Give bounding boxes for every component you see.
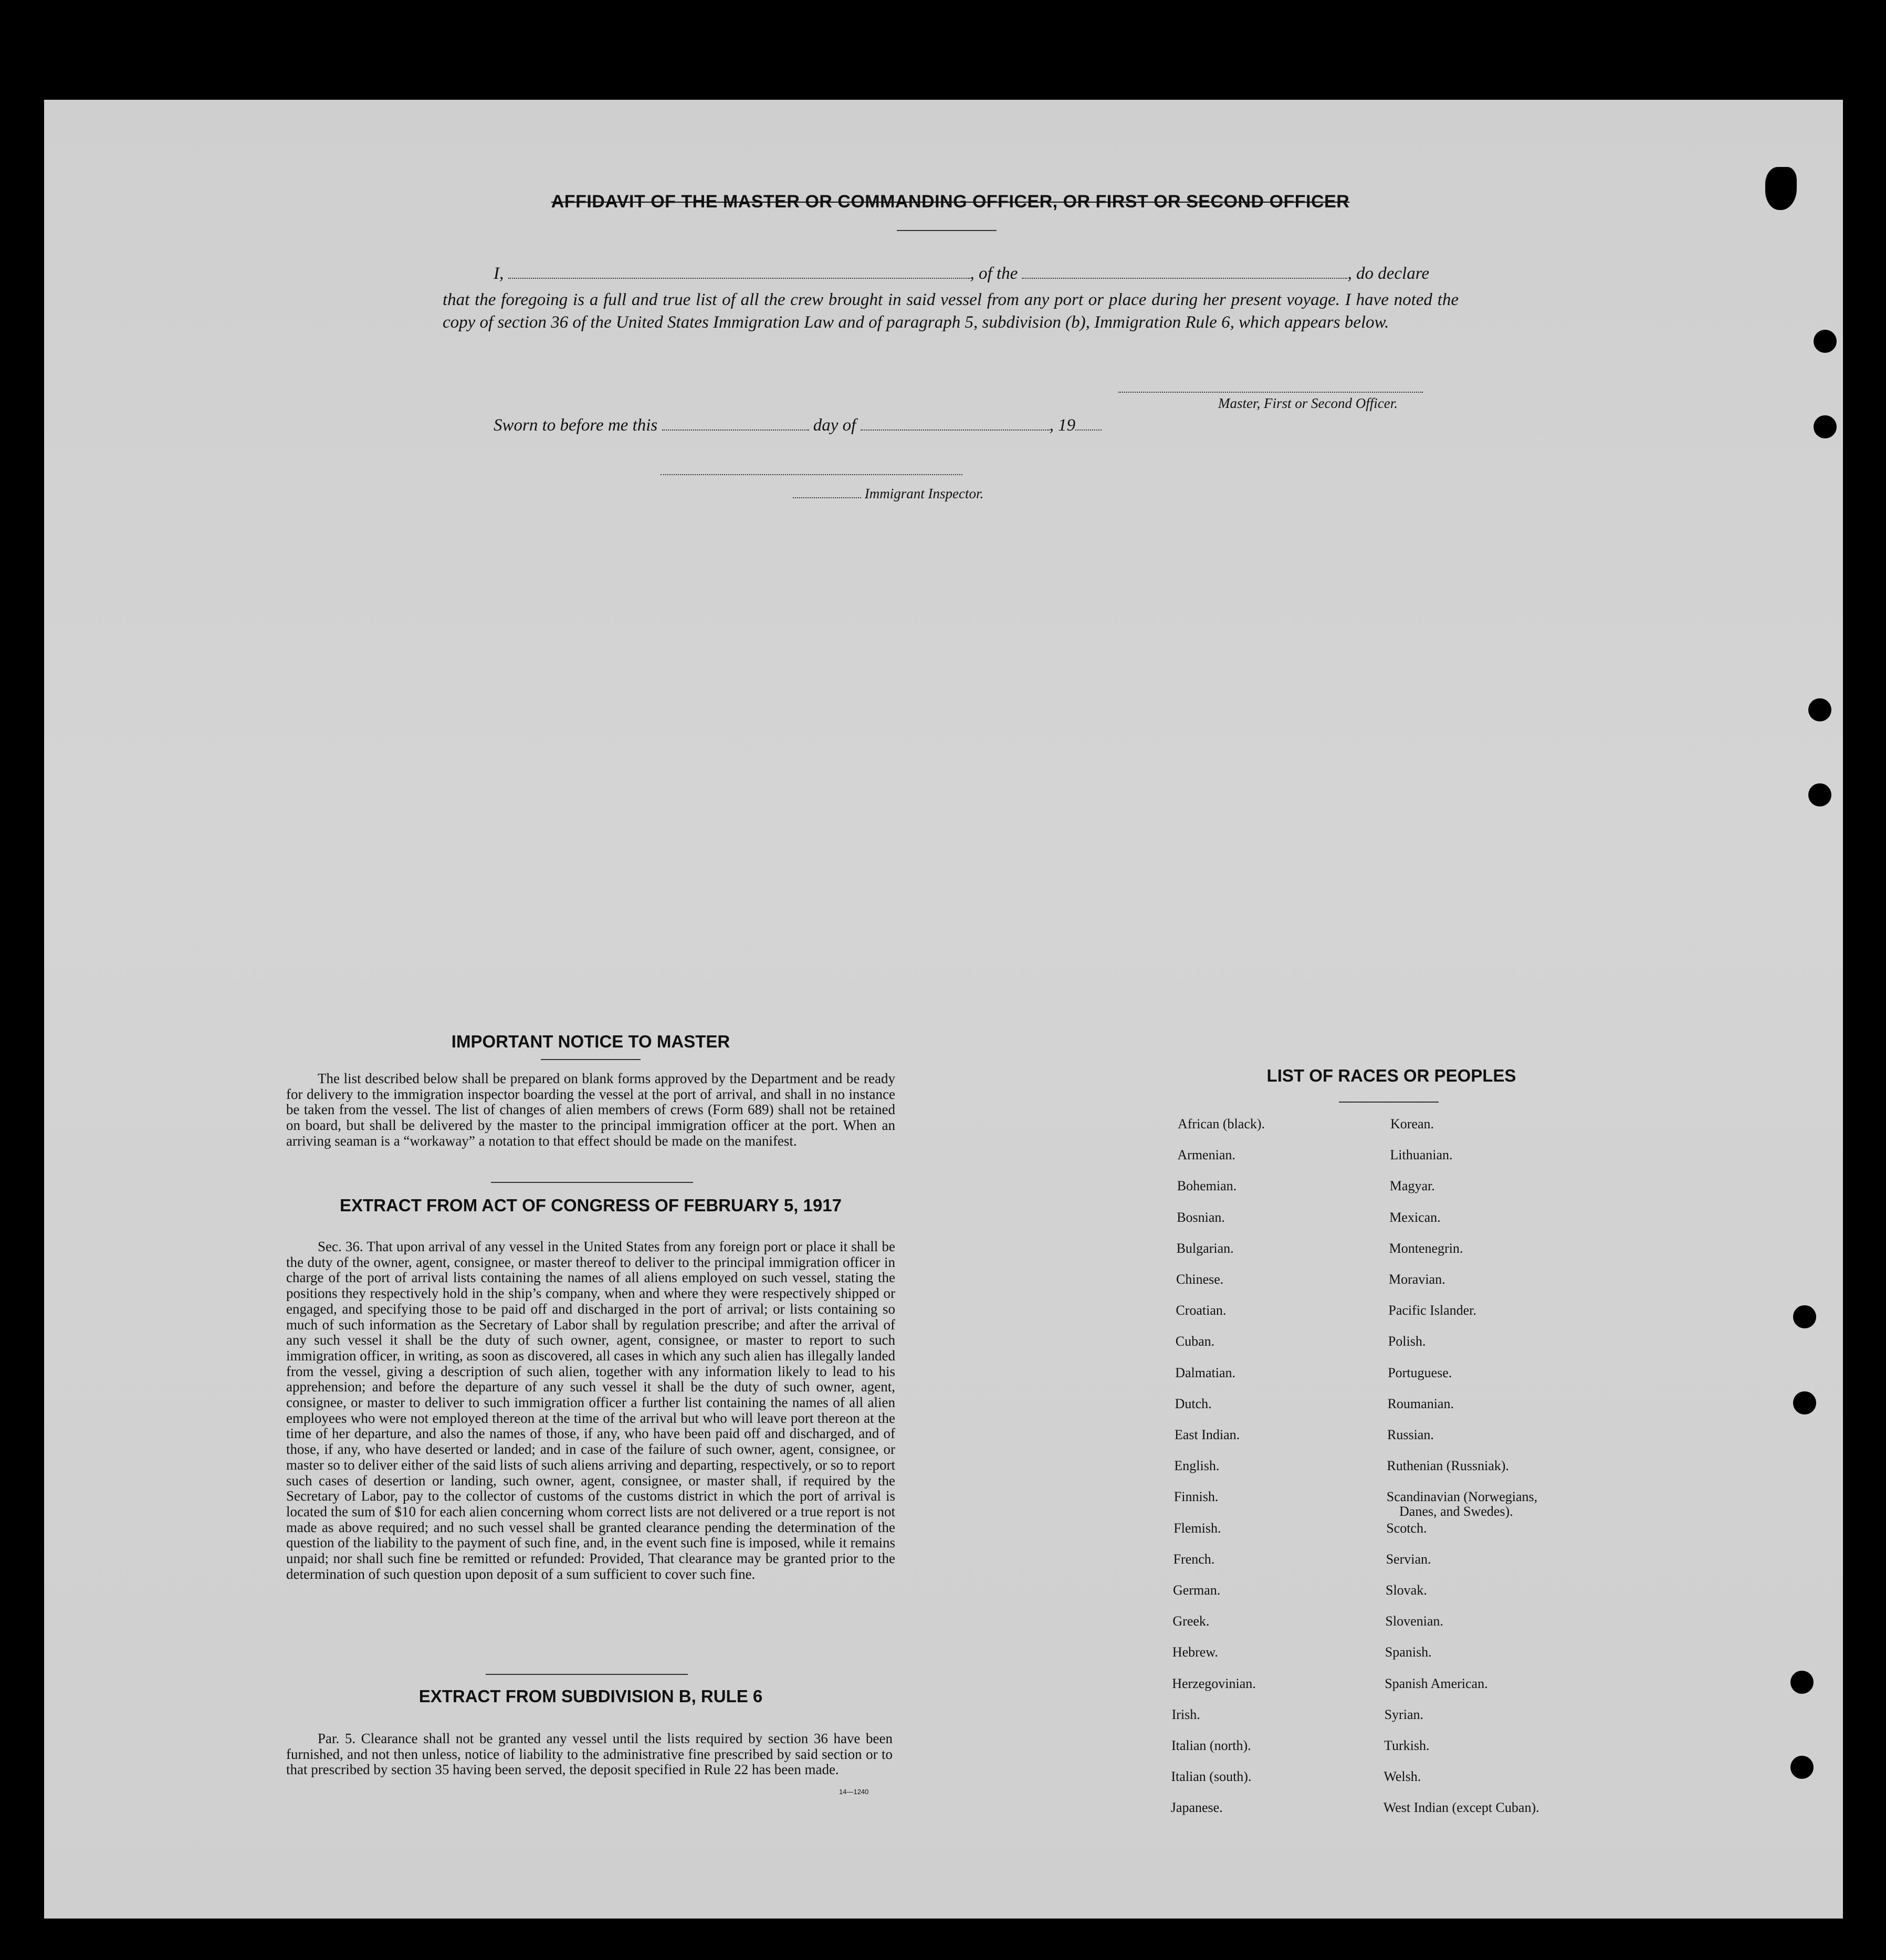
signature-label: Master, First or Second Officer. [1218, 395, 1398, 411]
binder-hole [1814, 415, 1837, 438]
race-item: Welsh. [1384, 1769, 1421, 1785]
notice-text: The list described below shall be prepared on blank forms approved by the Department and be ready for delivery to the immigration inspector boarding the vessel at the port of arrival, and shall in no instance be taken from the vessel. The list of changes of alien members of crews (Form 689) shall not be retained on board, but shall be delivered by the master to the principal immigration officer at the port. When an arriving seaman is a “workaway” a notation to that effect should be made on the manifest. [286, 1071, 895, 1149]
race-item: Flemish. [1173, 1520, 1221, 1536]
binder-hole [1808, 698, 1831, 721]
signature-line[interactable] [1118, 392, 1423, 393]
sworn-year-blank[interactable] [1075, 429, 1102, 431]
race-item: Bosnian. [1177, 1209, 1225, 1225]
races-title: LIST OF RACES OR PEOPLES [1266, 1066, 1516, 1085]
declarant-name-blank[interactable] [508, 277, 970, 279]
of-the-label: , of the [970, 264, 1018, 283]
binder-hole [1790, 1671, 1814, 1694]
race-item: Servian. [1386, 1551, 1431, 1567]
races-title-rule [1339, 1102, 1439, 1103]
race-item: Mexican. [1389, 1209, 1441, 1225]
binder-hole [1808, 783, 1831, 806]
section-rule [491, 1182, 693, 1183]
race-item: Irish. [1171, 1706, 1200, 1722]
race-item: French. [1173, 1551, 1215, 1567]
race-item: Polish. [1388, 1334, 1426, 1349]
inspector-line [793, 486, 983, 502]
race-item: West Indian (except Cuban). [1383, 1800, 1539, 1816]
race-item: Korean. [1390, 1116, 1434, 1131]
race-item: Dalmatian. [1175, 1365, 1235, 1380]
affidavit-declaration-line [494, 264, 1459, 284]
race-item: Italian (north). [1171, 1738, 1251, 1753]
binder-hole [1790, 1756, 1814, 1779]
race-item: Finnish. [1173, 1489, 1219, 1505]
race-item: Cuban. [1175, 1334, 1215, 1349]
ink-blot [1765, 167, 1797, 210]
race-item: Ruthenian (Russniak). [1387, 1458, 1509, 1474]
race-item: Armenian. [1177, 1147, 1235, 1163]
race-item: Portuguese. [1388, 1365, 1452, 1380]
inspector-label: Immigrant Inspector. [864, 486, 984, 501]
rule-extract-text: Par. 5. Clearance shall not be granted any vessel until the lists required by section 36 have been furnished, and not then unless, notice of liability to the administrative fine prescribed by said section or to that prescribed by section 35 having been served, the deposit specified in Rule 22 has been made. [286, 1731, 893, 1778]
race-item: African (black). [1178, 1116, 1265, 1131]
affidavit-title: AFFIDAVIT OF THE MASTER OR COMMANDING OFFICER, OR FIRST OR SECOND OFFICER [551, 192, 1350, 212]
race-item: Danes, and Swedes). [1399, 1504, 1513, 1519]
race-item: Spanish. [1385, 1644, 1432, 1660]
race-item: Montenegrin. [1389, 1240, 1463, 1256]
form-number: 14—1240 [839, 1788, 869, 1796]
sworn-day-of: day of [813, 416, 856, 435]
race-item: Herzegovinian. [1172, 1675, 1256, 1691]
race-item: Dutch. [1175, 1396, 1212, 1411]
race-item: Chinese. [1176, 1272, 1224, 1287]
vessel-name-blank[interactable] [1022, 277, 1347, 279]
race-item: Pacific Islander. [1388, 1303, 1476, 1318]
race-item: Roumanian. [1387, 1396, 1454, 1411]
race-item: Slovenian. [1385, 1613, 1443, 1629]
notice-title-rule [541, 1059, 641, 1060]
race-item: Greek. [1172, 1613, 1210, 1629]
inspector-signature-line[interactable] [661, 474, 962, 475]
race-item: Russian. [1387, 1427, 1434, 1442]
act-extract-text: Sec. 36. That upon arrival of any vessel in the United States from any foreign port or place it shall be the duty of the owner, agent, consignee, or master thereof to deliver to the principal immigration officer in charge of the port of arrival lists containing the names of all aliens employed on such vessel, stating the positions they respectively hold in the ship’s company, when and where they were respectively shipped or engaged, and specifying those to be paid off and discharged in the port of arrival; or lists containing so much of such information as the Secretary of Labor shall by regulation prescribe; and after the arrival of any such vessel it shall be the duty of such owner, agent, consignee, or master to report to such immigration officer, in writing, as soon as discovered, all cases in which any such alien has illegally landed from the vessel, giving a description of such alien, together with any information likely to lead to his apprehension; and before the departure of any such vessel it shall be the duty of such owner, agent, consignee, or master to deliver to such immigration officer a further list containing the names of all alien employees who were not employed thereon at the time of the arrival but who will leave port thereon at the time of her departure, and also the names of those, if any, who have been paid off and discharged, and of those, if any, who have deserted or landed; and in case of the failure of such owner, agent, consignee, or master so to deliver either of the said lists of such aliens arriving and departing, respectively, or so to report such cases of desertion or landing, such owner, agent, consignee, or master shall, if required by the Secretary of Labor, pay to the collector of customs of the customs district in which the port of arrival is located the sum of $10 for each alien concerning whom correct lists are not delivered or a true report is not made as above required; and no such vessel shall be granted clearance pending the determination of the question of the liability to the payment of such fine, and, in the event such fine is imposed, while it remains unpaid; nor shall such fine be remitted or refunded: Provided, That clearance may be granted prior to the determination of such question upon deposit of a sum sufficient to cover such fine. [286, 1239, 895, 1582]
race-item: Spanish American. [1385, 1675, 1488, 1691]
race-item: Lithuanian. [1390, 1147, 1453, 1163]
race-item: Turkish. [1384, 1738, 1430, 1753]
title-rule [897, 230, 997, 231]
binder-hole [1814, 330, 1837, 353]
act-extract-title: EXTRACT FROM ACT OF CONGRESS OF FEBRUARY 5, 1917 [340, 1196, 842, 1215]
binder-hole [1793, 1305, 1816, 1328]
race-item: Scotch. [1386, 1520, 1427, 1536]
race-item: Italian (south). [1171, 1769, 1252, 1785]
declarant-prefix: I, [494, 264, 504, 283]
race-item: German. [1173, 1582, 1221, 1598]
sworn-day-blank[interactable] [662, 429, 809, 431]
sworn-month-blank[interactable] [861, 429, 1050, 431]
race-item: English. [1174, 1458, 1220, 1474]
race-item: Bohemian. [1177, 1178, 1237, 1194]
race-item: Hebrew. [1172, 1644, 1218, 1660]
do-declare-label: , do declare [1347, 264, 1429, 283]
section-rule [486, 1674, 688, 1675]
rule-extract-title: EXTRACT FROM SUBDIVISION B, RULE 6 [418, 1686, 763, 1706]
inspector-blank[interactable] [793, 497, 861, 498]
affidavit-body: that the foregoing is a full and true list of all the crew brought in said vessel from any port or place during her present voyage. I have noted the copy of section 36 of the United States Immigration Law and of paragraph 5, subdivision (b), Immigration Rule 6, which appears below. [443, 290, 1459, 332]
race-item: Syrian. [1384, 1706, 1423, 1722]
sworn-line [494, 416, 1102, 435]
race-item: Croatian. [1176, 1303, 1227, 1318]
race-item: Magyar. [1389, 1178, 1435, 1194]
race-item: Moravian. [1389, 1272, 1445, 1287]
binder-hole [1793, 1391, 1816, 1414]
race-item: Slovak. [1386, 1582, 1427, 1598]
document-sheet [44, 100, 1843, 1919]
race-item: Bulgarian. [1176, 1240, 1234, 1256]
sworn-prefix: Sworn to before me this [494, 416, 658, 435]
race-item: Scandinavian (Norwegians, [1386, 1489, 1538, 1505]
race-item: East Indian. [1175, 1427, 1240, 1442]
sworn-year: , 19 [1049, 416, 1076, 435]
race-item: Japanese. [1170, 1800, 1223, 1816]
notice-title: IMPORTANT NOTICE TO MASTER [451, 1032, 730, 1051]
